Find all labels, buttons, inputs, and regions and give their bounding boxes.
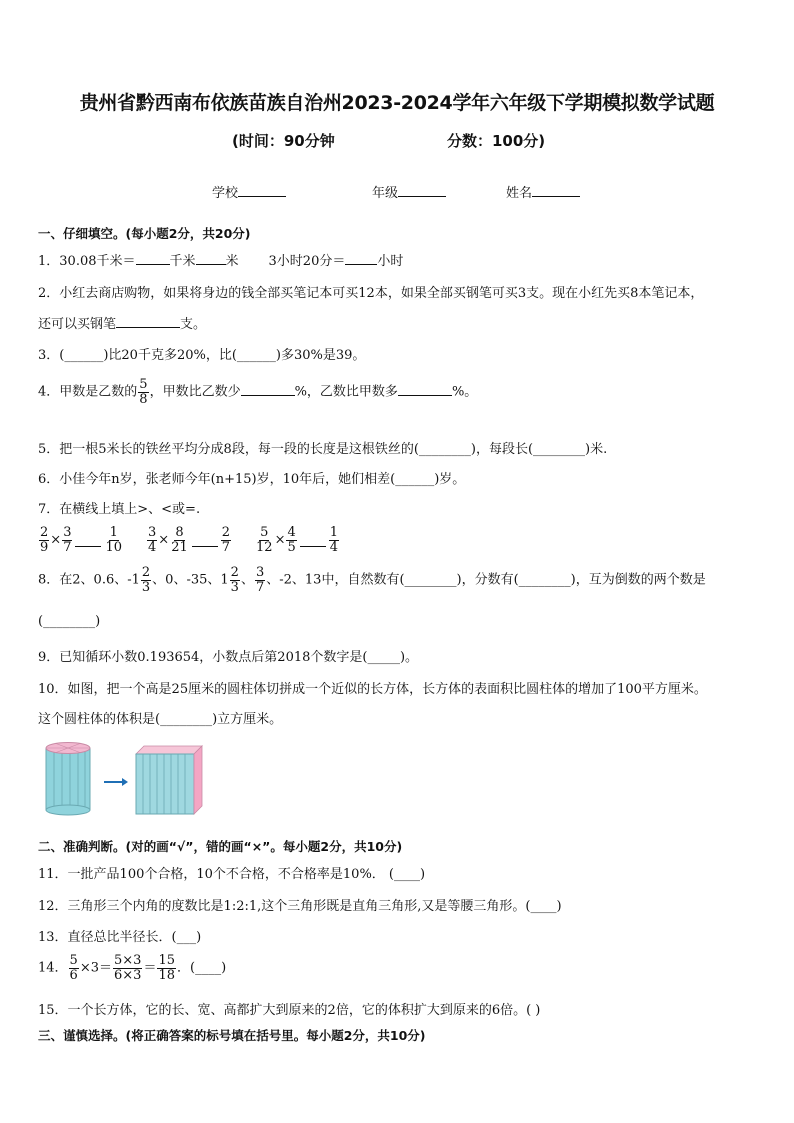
school-field bbox=[212, 182, 286, 201]
exam-score: 分数：100分) bbox=[447, 132, 546, 150]
grade-label: 年级 bbox=[372, 186, 399, 201]
q14-fraction-1 bbox=[69, 954, 79, 982]
q7-operator: × bbox=[50, 532, 62, 548]
question-6: 6．小佳今年n岁，张老师今年(n+15)岁，10年后，她们相差(______)岁。 bbox=[38, 472, 466, 487]
q2-text-b: 还可以买钢笔 bbox=[38, 317, 117, 332]
q14-text-c: ＝ bbox=[143, 960, 157, 976]
q7-fraction bbox=[286, 526, 296, 554]
grade-blank[interactable] bbox=[398, 184, 446, 197]
question-8-line-2: (________) bbox=[38, 614, 101, 629]
q7-operator: × bbox=[158, 532, 170, 548]
question-12: 12．三角形三个内角的度数比是1:2:1,这个三角形既是直角三角形,又是等腰三角形。(____) bbox=[38, 899, 562, 914]
question-2-line-1: 2．小红去商店购物，如果将身边的钱全部买笔记本可买12本，如果全部买钢笔可买3支。现在小红先买8本笔记本， bbox=[38, 286, 704, 301]
q8-fraction-1 bbox=[141, 566, 151, 594]
q4-text-d: %。 bbox=[451, 384, 478, 400]
q7-fraction bbox=[221, 526, 231, 554]
question-10-line-1: 10．如图，把一个高是25厘米的圆柱体切拼成一个近似的长方体，长方体的表面积比圆柱体的增加了100平方厘米。 bbox=[38, 682, 707, 697]
name-field bbox=[506, 182, 580, 201]
q8-f1-den: 3 bbox=[141, 579, 151, 595]
q4-frac-den: 8 bbox=[139, 391, 148, 407]
q1-text-c: 米 bbox=[225, 254, 239, 269]
q7-frac-den: 7 bbox=[63, 539, 72, 555]
q7-frac-den: 4 bbox=[148, 539, 157, 555]
question-14 bbox=[38, 954, 226, 982]
name-label: 姓名 bbox=[506, 186, 533, 201]
q7-frac-den: 12 bbox=[256, 539, 273, 555]
arrow-icon bbox=[104, 778, 128, 786]
q2-text-c: 支。 bbox=[180, 317, 207, 332]
name-blank[interactable] bbox=[532, 184, 580, 197]
q7-frac-num: 8 bbox=[175, 525, 184, 540]
exam-title: 贵州省黔西南布依族苗族自治州2023-2024学年六年级下学期模拟数学试题 bbox=[79, 92, 715, 114]
question-7: 7．在横线上填上>、<或=. bbox=[38, 502, 201, 517]
question-10-figure bbox=[44, 740, 224, 824]
q14-f3-num: 15 bbox=[158, 953, 175, 968]
q1-text-a: 1．30.08千米＝ bbox=[38, 254, 136, 269]
q8-text-c: 、 bbox=[240, 572, 254, 588]
grade-field bbox=[372, 182, 446, 201]
section-1-heading: 一、仔细填空。(每小题2分，共20分) bbox=[38, 226, 251, 241]
q7-frac-den: 9 bbox=[40, 539, 49, 555]
q7-frac-num: 1 bbox=[109, 525, 118, 540]
question-9: 9．已知循环小数0.193654，小数点后第2018个数字是(_____)。 bbox=[38, 650, 419, 665]
question-7-expressions bbox=[38, 526, 362, 554]
q7-fraction bbox=[147, 526, 157, 554]
question-5: 5．把一根5米长的铁丝平均分成8段，每一段的长度是这根铁丝的(________)，每段长(________)米. bbox=[38, 442, 608, 457]
q7-fraction bbox=[62, 526, 72, 554]
q7-frac-den: 5 bbox=[287, 539, 296, 555]
q14-text-d: ．(____) bbox=[177, 960, 227, 976]
q7-expression-1 bbox=[38, 526, 124, 554]
q7-fraction bbox=[255, 526, 274, 554]
exam-time: (时间：90分钟 bbox=[232, 132, 335, 150]
question-15: 15．一个长方体，它的长、宽、高都扩大到原来的2倍，它的体积扩大到原来的6倍。( ) bbox=[38, 1003, 541, 1018]
school-blank[interactable] bbox=[238, 184, 286, 197]
q7-frac-num: 4 bbox=[287, 525, 296, 540]
q1-blank-2[interactable] bbox=[196, 252, 226, 265]
q14-fraction-3 bbox=[157, 954, 176, 982]
q7-fraction bbox=[329, 526, 339, 554]
question-3: 3．(______)比20千克多20%，比(______)多30%是39。 bbox=[38, 348, 366, 363]
question-13: 13．直径总比半径长．(___) bbox=[38, 930, 202, 945]
q7-fraction bbox=[170, 526, 189, 554]
q1-blank-3[interactable] bbox=[345, 252, 377, 265]
q7-fraction bbox=[39, 526, 49, 554]
cylinder-to-prism-figure bbox=[44, 740, 224, 820]
q7-compare-blank[interactable] bbox=[75, 534, 101, 547]
q14-f2-den: 6×3 bbox=[114, 967, 142, 983]
section-3-heading: 三、谨慎选择。(将正确答案的标号填在括号里。每小题2分，共10分) bbox=[38, 1028, 426, 1043]
q7-frac-num: 3 bbox=[63, 525, 72, 540]
q7-frac-num: 3 bbox=[148, 525, 157, 540]
q7-frac-den: 7 bbox=[221, 539, 231, 555]
q14-fraction-2 bbox=[113, 954, 142, 982]
q7-frac-num: 1 bbox=[329, 525, 339, 540]
q14-f3-den: 18 bbox=[158, 967, 175, 983]
q7-frac-num: 5 bbox=[260, 525, 269, 540]
q7-fraction bbox=[104, 526, 123, 554]
school-label: 学校 bbox=[212, 186, 239, 201]
q14-f2-num: 5×3 bbox=[114, 953, 142, 968]
q1-text-e: 小时 bbox=[377, 254, 404, 269]
q4-text-b: ，甲数比乙数少 bbox=[149, 384, 241, 400]
q7-frac-num: 2 bbox=[40, 525, 49, 540]
q8-f3-den: 7 bbox=[255, 579, 265, 595]
q7-compare-blank[interactable] bbox=[192, 534, 218, 547]
q7-frac-den: 10 bbox=[105, 539, 123, 555]
q14-f1-num: 5 bbox=[69, 953, 78, 968]
q8-f3-num: 3 bbox=[255, 565, 265, 580]
q1-blank-1[interactable] bbox=[136, 252, 170, 265]
q8-f2-num: 2 bbox=[230, 565, 239, 580]
q7-frac-den: 21 bbox=[171, 539, 188, 555]
prism-shape bbox=[136, 746, 202, 814]
question-8 bbox=[38, 566, 706, 594]
q4-frac-num: 5 bbox=[139, 377, 148, 392]
question-1 bbox=[38, 250, 403, 269]
q8-f2-den: 3 bbox=[230, 579, 239, 595]
q7-frac-num: 2 bbox=[221, 525, 231, 540]
q1-text-b: 千米 bbox=[169, 254, 196, 269]
cylinder-shape bbox=[46, 743, 90, 816]
q4-blank-2[interactable] bbox=[398, 383, 452, 396]
q4-text-a: 4．甲数是乙数的 bbox=[38, 384, 138, 400]
q8-fraction-3 bbox=[255, 566, 265, 594]
q14-text-b: ×3＝ bbox=[79, 960, 112, 976]
q14-f1-den: 6 bbox=[69, 967, 78, 983]
question-2-line-2 bbox=[38, 313, 206, 332]
q14-text-a: 14． bbox=[38, 960, 68, 976]
q4-blank-1[interactable] bbox=[241, 383, 295, 396]
q4-fraction bbox=[138, 378, 148, 406]
q7-compare-blank[interactable] bbox=[300, 534, 326, 547]
q8-text-a: 8．在2、0.6、-1 bbox=[38, 572, 140, 588]
q8-f1-num: 2 bbox=[141, 565, 151, 580]
q7-operator: × bbox=[274, 532, 286, 548]
q1-text-d: 3小时20分＝ bbox=[268, 254, 346, 269]
q7-expression-2 bbox=[146, 526, 232, 554]
q8-text-b: 、0、-35、1 bbox=[152, 572, 229, 588]
section-2-heading: 二、准确判断。(对的画“√”，错的画“×”。每小题2分，共10分) bbox=[38, 839, 403, 854]
question-10-line-2: 这个圆柱体的体积是(________)立方厘米。 bbox=[38, 712, 283, 727]
question-4 bbox=[38, 378, 477, 406]
q4-text-c: %，乙数比甲数多 bbox=[294, 384, 398, 400]
q7-expression-3 bbox=[254, 526, 340, 554]
q2-blank[interactable] bbox=[116, 315, 180, 328]
q7-frac-den: 4 bbox=[329, 539, 339, 555]
q8-text-d: 、-2、13中，自然数有(________)，分数有(________)，互为倒数的两个数是 bbox=[266, 572, 706, 588]
question-11: 11．一批产品100个合格，10个不合格，不合格率是10%． (____) bbox=[38, 867, 426, 882]
q8-fraction-2 bbox=[230, 566, 240, 594]
